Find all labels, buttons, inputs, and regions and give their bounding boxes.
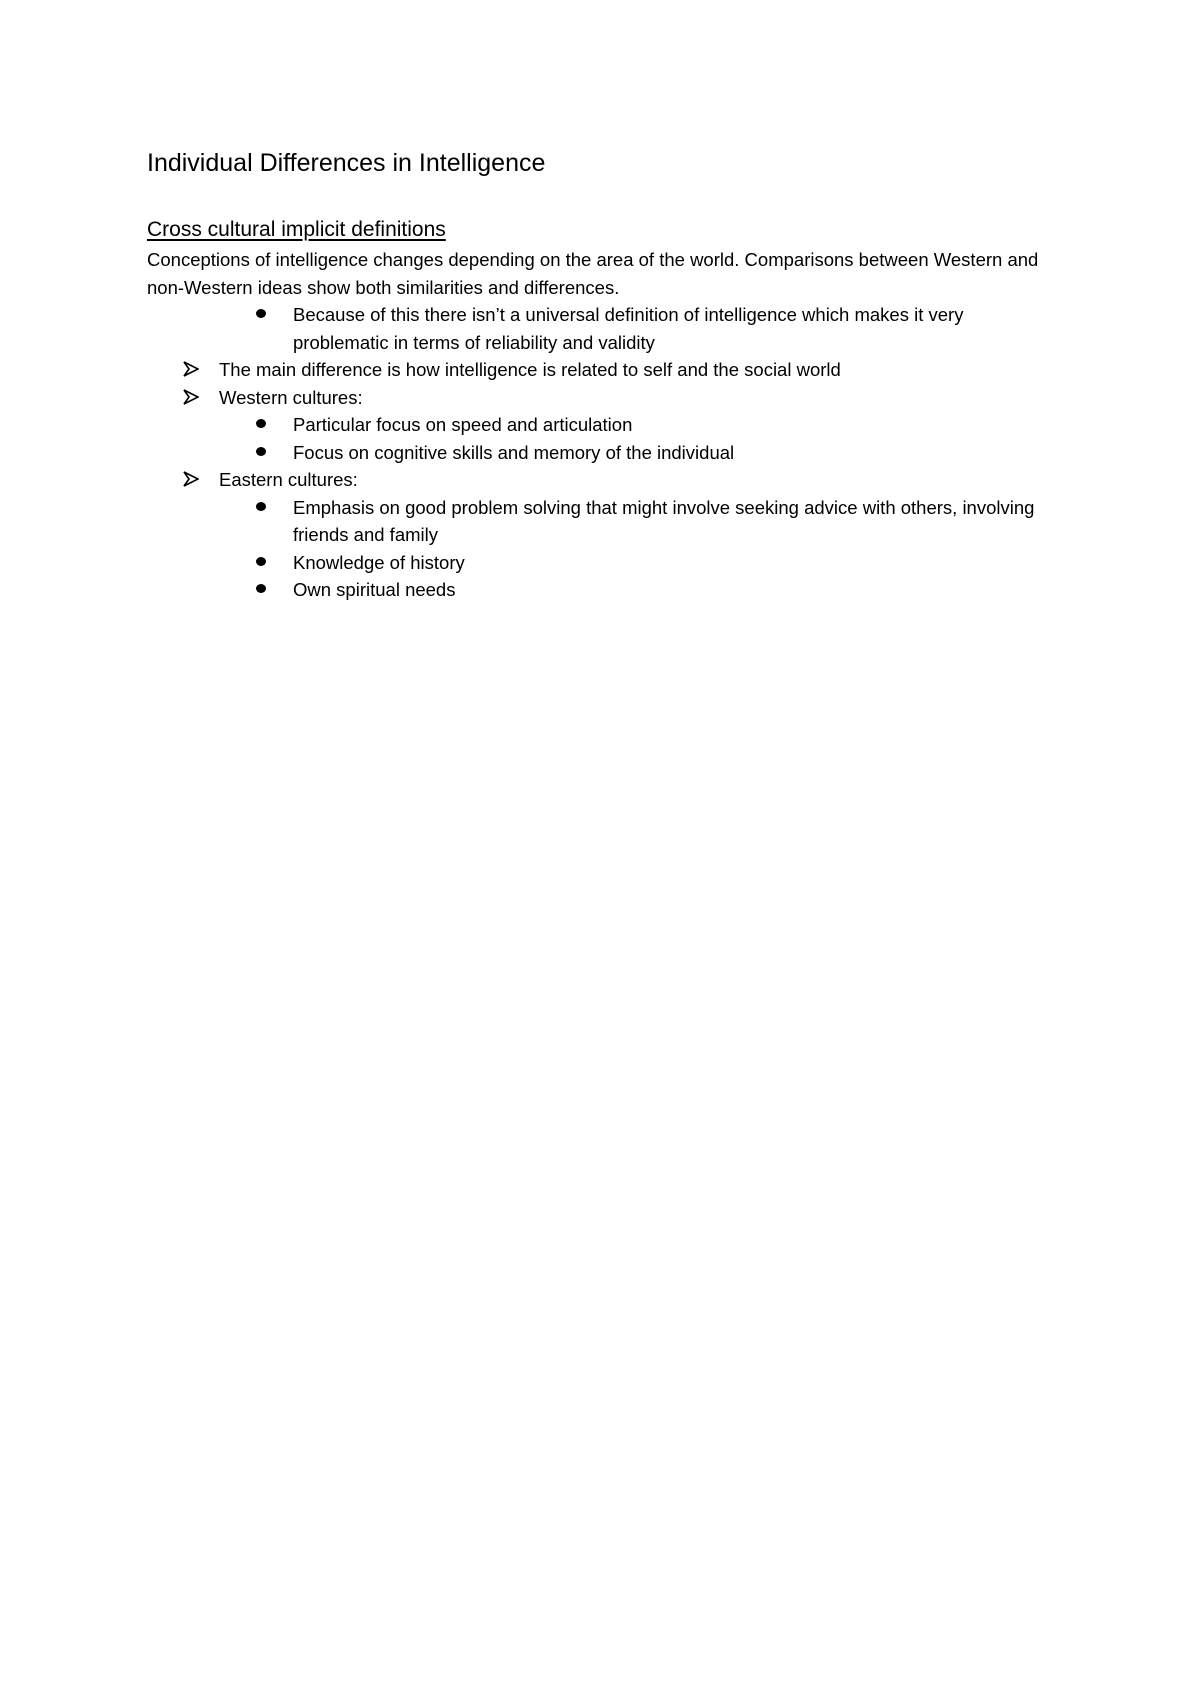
arrow-icon xyxy=(183,384,203,412)
list-item-text: Own spiritual needs xyxy=(293,579,456,600)
list-item xyxy=(0,494,1053,549)
list-item xyxy=(0,356,1019,384)
list-item-text: Focus on cognitive skills and memory of the individual xyxy=(293,441,735,463)
bullet-icon xyxy=(256,439,268,467)
intro-paragraph: Conceptions of intelligence changes depending on the area of the world. Comparisons between Western and non-Western ideas show both similarities and differences. xyxy=(147,249,1039,298)
list-item xyxy=(0,439,1053,467)
bullet-icon xyxy=(256,301,268,329)
list-item-text: Because of this there isn’t a universal definition of intelligence which makes it very problematic in terms of reliability and validity xyxy=(293,304,964,353)
list-item xyxy=(0,576,1053,604)
list-item xyxy=(0,411,1053,439)
section-heading: Cross cultural implicit definitions xyxy=(147,218,446,241)
bullet-icon xyxy=(256,411,268,439)
list-item-text: Particular focus on speed and articulation xyxy=(293,414,633,435)
list-item xyxy=(0,466,1019,494)
arrow-icon xyxy=(183,356,203,384)
notes-list xyxy=(0,301,1200,604)
list-item xyxy=(0,384,1019,412)
bullet-icon xyxy=(256,494,268,522)
arrow-icon xyxy=(183,466,203,494)
list-item xyxy=(0,549,1053,577)
list-item-text: Knowledge of history xyxy=(293,551,465,573)
bullet-icon xyxy=(256,549,268,577)
list-item-text: Eastern cultures: xyxy=(219,469,358,490)
list-item-text: Emphasis on good problem solving that might involve seeking advice with others, involving friends and family xyxy=(293,496,1035,545)
list-item-text: The main difference is how intelligence is related to self and the social world xyxy=(219,359,841,380)
list-item-text: Western cultures: xyxy=(219,386,363,408)
list-item xyxy=(0,301,1053,356)
document-title: Individual Differences in Intelligence xyxy=(147,149,546,177)
bullet-icon xyxy=(256,576,268,604)
